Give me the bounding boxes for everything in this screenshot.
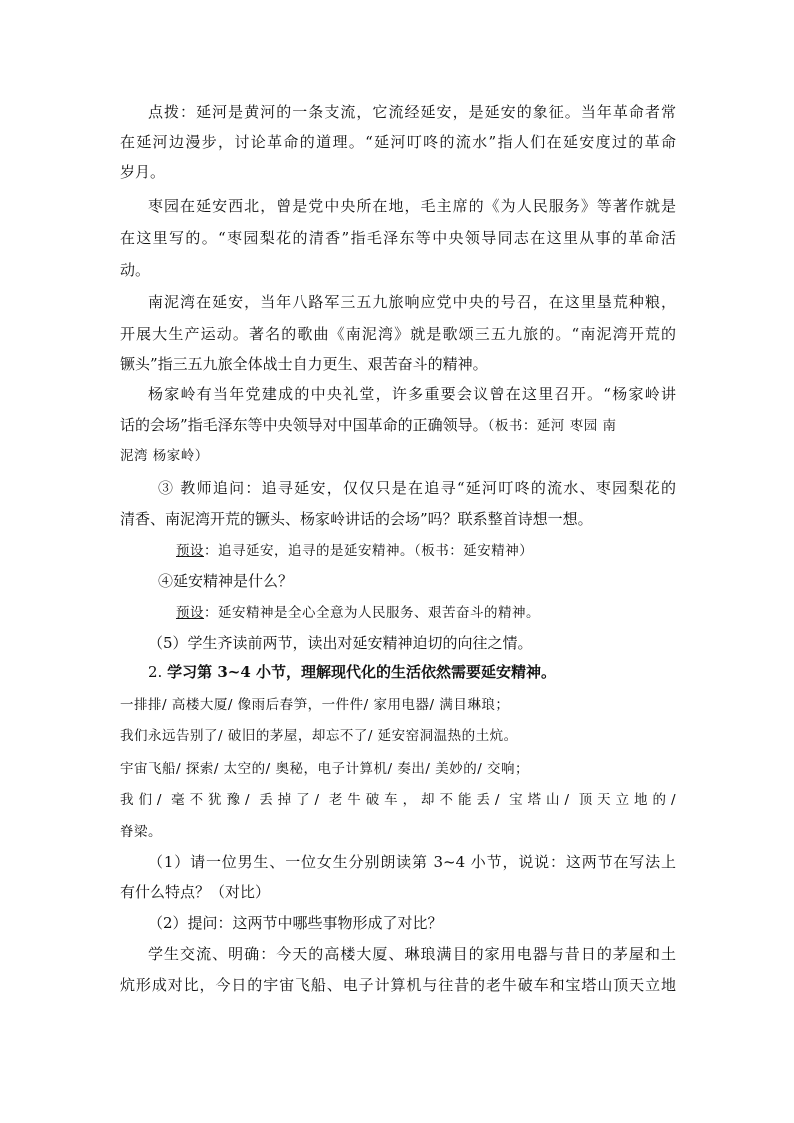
paragraph-line: 话的会场”指毛泽东等中央领导对中国革命的正确领导。（板书：延河 枣园 南 [120,416,617,434]
hint-label: 点拨： [148,103,197,121]
question-4: ④延安精神是什么？ [158,572,294,590]
poem-line: 宇宙飞船/ 探索/ 太空的/ 奥秘，电子计算机/ 奏出/ 美妙的/ 交响； [120,761,530,777]
paragraph-line: 岁月。 [120,163,166,181]
preset-label: 预设 [176,543,204,559]
paragraph-line: 南泥湾在延安，当年八路军三五九旅响应党中央的号召，在这里垦荒种粮， [148,293,676,311]
paragraph-line: 枣园在延安西北，曾是党中央所在地，毛主席的《为人民服务》等著作就是 [148,197,676,215]
poem-line: 我们/ 毫不犹豫/ 丢掉了/ 老牛破车，却不能丢/ 宝塔山/ 顶天立地的/ [120,792,676,808]
section-number: 2. [148,663,163,681]
paragraph-line: 点拨：延河是黄河的一条支流，它流经延安，是延安的象征。当年革命者常 [148,103,676,121]
section-heading [148,662,676,682]
preset-label: 预设 [176,605,204,621]
board-notes: （板书：延河 枣园 南 [487,418,617,434]
paragraph-line: 动。 [120,261,151,279]
poem-line: 一排排/ 高楼大厦/ 像雨后春笋，一件件/ 家用电器/ 满目琳琅； [120,697,510,713]
step-2: （2）提问：这两节中哪些事物形成了对比？ [148,914,443,932]
paragraph-line: 杨家岭有当年党建成的中央礼堂，许多重要会议曾在这里召开。“杨家岭讲 [148,385,676,403]
step-5: （5）学生齐读前两节，读出对延安精神迫切的向往之情。 [148,634,533,652]
preset-answer: 预设：延安精神是全心全意为人民服务、艰苦奋斗的精神。 [176,605,540,621]
paragraph-line: 在这里写的。“枣园梨花的清香”指毛泽东等中央领导同志在这里从事的革命活 [120,229,676,247]
paragraph-line: 学生交流、明确：今天的高楼大厦、琳琅满目的家用电器与昔日的茅屋和土 [148,945,676,963]
step-1: （1）请一位男生、一位女生分别朗读第 3~4 小节，说说：这两节在写法上 [148,853,676,871]
paragraph-line: 镢头”指三五九旅全体战士自力更生、艰苦奋斗的精神。 [120,355,488,373]
paragraph-line: 在延河边漫步，讨论革命的道理。“延河叮咚的流水”指人们在延安度过的革命 [120,133,676,151]
teacher-question: ③ 教师追问：追寻延安，仅仅只是在追寻“延河叮咚的流水、枣园梨花的 [158,479,676,497]
board-notes: 泥湾 杨家岭） [120,448,209,464]
section-title: 学习第 3~4 小节，理解现代化的生活依然需要延安精神。 [167,663,556,681]
poem-line: 我们永远告别了/ 破旧的茅屋，却忘不了/ 延安窑洞温热的土炕。 [120,728,518,744]
paragraph-line: 炕形成对比，今日的宇宙飞船、电子计算机与往昔的老牛破车和宝塔山顶天立地 [120,976,676,994]
teacher-question: 清香、南泥湾开荒的镢头、杨家岭讲话的会场”吗？联系整首诗想一想。 [120,510,593,528]
poem-line: 脊梁。 [120,824,162,840]
preset-answer: 预设：追寻延安，追寻的是延安精神。（板书：延安精神） [176,543,534,559]
paragraph-line: 开展大生产运动。著名的歌曲《南泥湾》就是歌颂三五九旅的。“南泥湾开荒的 [120,325,676,343]
step-1: 有什么特点？（对比） [120,883,271,901]
